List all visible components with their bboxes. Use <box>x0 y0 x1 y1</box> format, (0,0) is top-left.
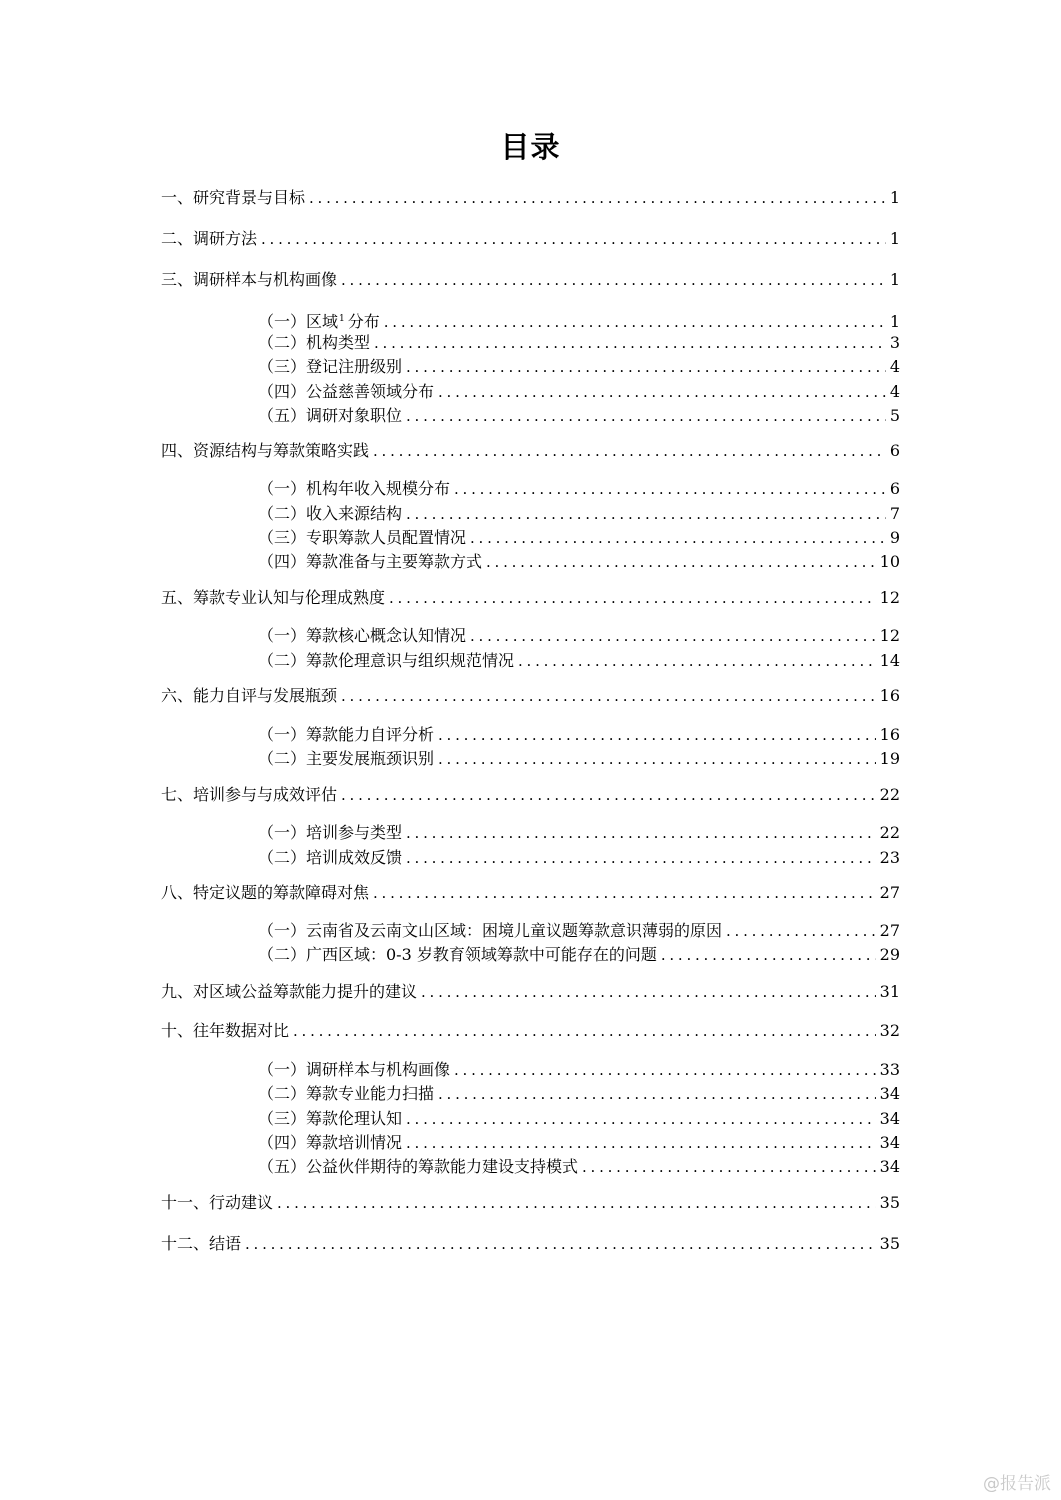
dot-leader <box>309 187 886 209</box>
toc-page-number: 3 <box>889 333 900 352</box>
dot-leader <box>341 269 886 291</box>
toc-page-number: 32 <box>879 1021 900 1040</box>
page-title: 目录 <box>500 130 561 164</box>
toc-entry-title: （二）广西区域：0-3 岁教育领域筹款中可能存在的问题 <box>258 945 657 964</box>
toc-section-entry[interactable] <box>161 1233 900 1255</box>
toc-subsection-entry[interactable] <box>258 1132 900 1154</box>
toc-page-number: 23 <box>879 848 900 867</box>
toc-entry-label <box>258 944 657 966</box>
toc-entry-title: （一）区域 <box>258 312 339 331</box>
dot-leader <box>438 1083 876 1105</box>
toc-entry-label <box>161 269 337 291</box>
dot-leader <box>406 847 876 869</box>
toc-subsection-entry[interactable] <box>258 822 900 844</box>
toc-entry-label <box>161 1192 273 1214</box>
toc-entry-title: 七、培训参与与成效评估 <box>161 785 338 804</box>
toc-section-entry[interactable] <box>161 1020 900 1042</box>
toc-section-entry[interactable] <box>161 440 900 462</box>
toc-entry-label <box>258 478 450 500</box>
toc-entry-title: （一）培训参与类型 <box>258 823 403 842</box>
toc-subsection-entry[interactable] <box>258 944 900 966</box>
toc-entry-title: （三）登记注册级别 <box>258 357 403 376</box>
dot-leader <box>518 650 876 672</box>
toc-entry-label <box>258 381 434 403</box>
toc-entry-title: 十、往年数据对比 <box>161 1021 290 1040</box>
toc-section-entry[interactable] <box>161 587 900 609</box>
toc-page-number: 19 <box>879 749 900 768</box>
toc-entry-title: （三）专职筹款人员配置情况 <box>258 528 467 547</box>
toc-entry-label <box>258 1132 402 1154</box>
toc-subsection-entry[interactable] <box>258 356 900 378</box>
toc-entry-label <box>258 405 402 427</box>
toc-entry-title: （五）调研对象职位 <box>258 406 403 425</box>
toc-page-number: 33 <box>879 1060 900 1079</box>
toc-entry-label <box>258 1083 434 1105</box>
toc-entry-title: 五、筹款专业认知与伦理成熟度 <box>161 588 386 607</box>
toc-page-number: 35 <box>879 1234 900 1253</box>
toc-entry-label <box>258 748 434 770</box>
toc-page-number: 6 <box>889 479 900 498</box>
toc-section-entry[interactable] <box>161 882 900 904</box>
toc-page-number: 31 <box>879 982 900 1001</box>
toc-subsection-entry[interactable] <box>258 1108 900 1130</box>
dot-leader <box>261 228 886 250</box>
toc-entry-label <box>161 981 417 1003</box>
toc-subsection-entry[interactable] <box>258 1059 900 1081</box>
toc-page-number: 34 <box>879 1133 900 1152</box>
toc-entry-title: （四）公益慈善领域分布 <box>258 382 435 401</box>
dot-leader <box>293 1020 876 1042</box>
toc-entry-title: （二）筹款专业能力扫描 <box>258 1084 435 1103</box>
dot-leader <box>470 527 886 549</box>
toc-entry-label <box>161 685 337 707</box>
toc-entry-label <box>161 228 257 250</box>
toc-entry-title: 十二、结语 <box>161 1234 242 1253</box>
toc-entry-title: （二）培训成效反馈 <box>258 848 403 867</box>
toc-entry-label <box>161 440 369 462</box>
toc-entry-title: 一、研究背景与目标 <box>161 188 306 207</box>
toc-section-entry[interactable] <box>161 685 900 707</box>
toc-page-number: 1 <box>889 270 900 289</box>
toc-page-number: 12 <box>879 588 900 607</box>
dot-leader <box>582 1156 876 1178</box>
toc-page-number: 4 <box>889 382 900 401</box>
dot-leader <box>438 381 886 403</box>
toc-entry-label <box>258 1059 450 1081</box>
toc-page-number: 34 <box>879 1084 900 1103</box>
toc-subsection-entry[interactable] <box>258 920 900 942</box>
dot-leader <box>373 882 876 904</box>
toc-page-number: 12 <box>879 626 900 645</box>
dot-leader <box>438 724 876 746</box>
toc-subsection-entry[interactable] <box>258 1156 900 1178</box>
toc-subsection-entry[interactable] <box>258 650 900 672</box>
toc-page-number: 27 <box>879 921 900 940</box>
toc-section-entry[interactable] <box>161 784 900 806</box>
dot-leader <box>374 332 886 354</box>
toc-subsection-entry[interactable] <box>258 847 900 869</box>
toc-page-number: 16 <box>879 725 900 744</box>
dot-leader <box>406 356 886 378</box>
toc-entry-title: （二）筹款伦理意识与组织规范情况 <box>258 651 515 670</box>
toc-entry-label <box>258 822 402 844</box>
toc-entry-title: 二、调研方法 <box>161 229 258 248</box>
toc-entry-title: （三）筹款伦理认知 <box>258 1109 403 1128</box>
dot-leader <box>470 625 876 647</box>
dot-leader <box>486 551 876 573</box>
toc-page-number: 4 <box>889 357 900 376</box>
toc-entry-label <box>258 920 722 942</box>
toc-entry-label <box>161 1020 289 1042</box>
toc-entry-label <box>258 356 402 378</box>
toc-subsection-entry[interactable] <box>258 551 900 573</box>
toc-entry-label <box>258 332 370 354</box>
toc-subsection-entry[interactable] <box>258 381 900 403</box>
toc-entry-label <box>161 187 305 209</box>
toc-page-number: 22 <box>879 823 900 842</box>
toc-page-number: 22 <box>879 785 900 804</box>
toc-page-number: 27 <box>879 883 900 902</box>
dot-leader <box>245 1233 876 1255</box>
toc-entry-title: 十一、行动建议 <box>161 1193 274 1212</box>
toc-page-number: 1 <box>889 229 900 248</box>
dot-leader <box>406 405 886 427</box>
toc-entry-label <box>258 503 402 525</box>
toc-entry-title: 九、对区域公益筹款能力提升的建议 <box>161 982 418 1001</box>
toc-entry-title: （一）云南省及云南文山区域：困境儿童议题筹款意识薄弱的原因 <box>258 921 723 940</box>
toc-subsection-entry[interactable] <box>258 527 900 549</box>
dot-leader <box>438 748 876 770</box>
toc-subsection-entry[interactable] <box>258 405 900 427</box>
dot-leader <box>384 311 886 333</box>
toc-section-entry[interactable] <box>161 1192 900 1214</box>
toc-entry-label <box>161 1233 241 1255</box>
dot-leader <box>406 1108 876 1130</box>
toc-entry-title: （二）机构类型 <box>258 333 371 352</box>
toc-page-number: 9 <box>889 528 900 547</box>
toc-page-number: 14 <box>879 651 900 670</box>
toc-entry-label <box>258 551 482 573</box>
toc-entry-label <box>258 625 466 647</box>
toc-entry-label <box>161 882 369 904</box>
toc-entry-title: （四）筹款培训情况 <box>258 1133 403 1152</box>
toc-entry-title: 六、能力自评与发展瓶颈 <box>161 686 338 705</box>
toc-subsection-entry[interactable] <box>258 1083 900 1105</box>
toc-page-number: 5 <box>889 406 900 425</box>
toc-page-number: 34 <box>879 1109 900 1128</box>
toc-subsection-entry[interactable] <box>258 308 900 330</box>
toc-entry-title: （一）机构年收入规模分布 <box>258 479 451 498</box>
toc-entry-title: 三、调研样本与机构画像 <box>161 270 338 289</box>
toc-entry-title: （五）公益伙伴期待的筹款能力建设支持模式 <box>258 1157 579 1176</box>
toc-page-number: 16 <box>879 686 900 705</box>
toc-subsection-entry[interactable] <box>258 748 900 770</box>
toc-section-entry[interactable] <box>161 981 900 1003</box>
toc-entry-label <box>258 1108 402 1130</box>
toc-entry-title: （二）收入来源结构 <box>258 504 403 523</box>
dot-leader <box>277 1192 876 1214</box>
dot-leader <box>406 1132 876 1154</box>
toc-page-number: 29 <box>879 945 900 964</box>
dot-leader <box>454 1059 876 1081</box>
dot-leader <box>454 478 886 500</box>
toc-page-number: 34 <box>879 1157 900 1176</box>
watermark: @报告派 <box>983 1474 1051 1494</box>
toc-subsection-entry[interactable] <box>258 724 900 746</box>
dot-leader <box>661 944 876 966</box>
toc-page-number: 1 <box>889 312 900 331</box>
toc-entry-label <box>258 308 380 333</box>
toc-entry-title: （二）主要发展瓶颈识别 <box>258 749 435 768</box>
toc-page-number: 6 <box>889 441 900 460</box>
toc-entry-title: 四、资源结构与筹款策略实践 <box>161 441 370 460</box>
toc-section-entry[interactable] <box>161 228 900 250</box>
toc-entry-label <box>161 784 337 806</box>
dot-leader <box>341 784 876 806</box>
dot-leader <box>341 685 876 707</box>
toc-section-entry[interactable] <box>161 269 900 291</box>
toc-page-number: 35 <box>879 1193 900 1212</box>
dot-leader <box>389 587 876 609</box>
toc-entry-title: （一）调研样本与机构画像 <box>258 1060 451 1079</box>
toc-subsection-entry[interactable] <box>258 503 900 525</box>
toc-entry-label <box>258 724 434 746</box>
toc-subsection-entry[interactable] <box>258 625 900 647</box>
toc-entry-label <box>258 1156 578 1178</box>
dot-leader <box>726 920 876 942</box>
footnote-marker[interactable]: 1 <box>339 314 345 324</box>
dot-leader <box>421 981 876 1003</box>
toc-entry-label <box>161 587 385 609</box>
toc-subsection-entry[interactable] <box>258 332 900 354</box>
toc-subsection-entry[interactable] <box>258 478 900 500</box>
dot-leader <box>406 822 876 844</box>
toc-entry-title: （一）筹款能力自评分析 <box>258 725 435 744</box>
dot-leader <box>373 440 886 462</box>
toc-entry-title: （四）筹款准备与主要筹款方式 <box>258 552 483 571</box>
toc-entry-label <box>258 650 514 672</box>
toc-entry-title: 八、特定议题的筹款障碍对焦 <box>161 883 370 902</box>
toc-page-number: 10 <box>879 552 900 571</box>
toc-entry-label <box>258 527 466 549</box>
toc-entry-title: （一）筹款核心概念认知情况 <box>258 626 467 645</box>
toc-entry-title-continued: 分布 <box>347 312 380 331</box>
toc-entry-label <box>258 847 402 869</box>
toc-page-number: 7 <box>889 504 900 523</box>
toc-page-number: 1 <box>889 188 900 207</box>
dot-leader <box>406 503 886 525</box>
toc-section-entry[interactable] <box>161 187 900 209</box>
